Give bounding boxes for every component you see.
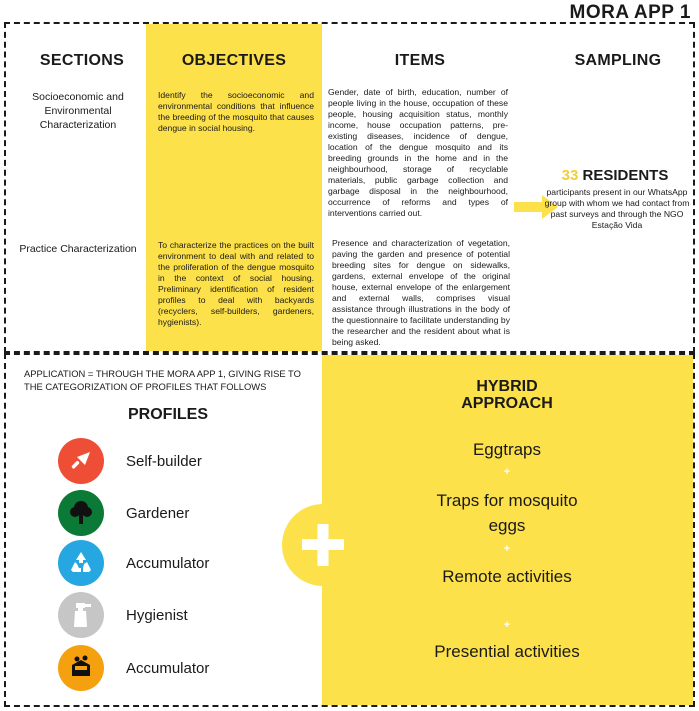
title: MORA APP 1 [569,2,691,23]
items-header: ITEMS [394,52,446,69]
profile-hygienist [58,592,188,638]
profile-self-builder [58,438,202,484]
plus-circle [282,504,364,586]
tree-icon [58,490,104,536]
residents-heading [540,167,690,184]
profile-gardener [58,490,190,536]
section-label-practice: Practice Characterization [19,243,137,255]
profile-label: Accumulator [126,659,210,677]
profiles-heading: PROFILES [128,406,209,423]
application-text: APPLICATION = THROUGH THE MORA APP 1, GIVING RISE TO THE CATEGORIZATION OF PROFILES THAT FOLLOWS [24,368,301,392]
recycle-icon [58,540,104,586]
hybrid-item-remote: Remote activities [442,567,572,586]
objective-text-socioeconomic: Identify the socioeconomic and environmental conditions that influence the breeding of the mosquito that causes dengue in social housing. [158,90,314,133]
trowel-icon [58,438,104,484]
hybrid-heading-line1: HYBRID [476,378,538,395]
profile-accumulator-recycle [58,540,210,586]
hybrid-separator: + [503,466,511,478]
sampling-header: SAMPLING [574,52,662,69]
items-text-practice: Presence and characterization of vegetation, paving the garden and presence of potential breeding sites for dengue on sidewalks, gardens, external envelope of the original house, external envelope of the enlargement and external walls, comprises visual assistance through illustrations in the body of the questionnaire to facilitate understanding by the researcher and the resident about what is being asked. [332,238,510,347]
hybrid-item-eggtraps: Eggtraps [472,440,542,459]
hybrid-heading-line2: APPROACH [461,395,553,412]
hybrid-separator: + [503,619,511,631]
hybrid-item-traps: Traps for mosquito eggs [436,491,578,535]
items-text-socioeconomic: Gender, date of birth, education, number of people living in the house, occupation of these people, housing acquisition status, monthly income, house occupation patterns, pre-existing diseases, incidence of dengue, location of the dengue mosquito and its breeding grounds in the home and in the neighbourhood, storage of recyclable materials, public garbage collection and garbage disposal in the neighbourhood, occurrence of reforms and types of interventions carried out. [328,87,508,218]
sections-header: SECTIONS [39,52,125,69]
plus-icon [282,504,364,586]
objective-text-practice: To characterize the practices on the built environment to deal with and related to the proliferation of the dengue mosquito in the context of social housing. Preliminary identification of resident profiles to deal with backyards (recyclers, self-builders, gardeners, hygienists). [158,240,314,327]
section-label-socioeconomic: Socioeconomic and Environmental Characterization [32,91,124,131]
hybrid-heading [432,378,582,412]
residents-label: RESIDENTS [582,167,669,184]
box-icon [58,645,104,691]
residents-description: participants present in our WhatsApp group with whom we had contact from past surveys and through the NGO Estação Vida [544,187,690,230]
hybrid-item-presential: Presential activities [434,642,580,661]
profile-label: Gardener [126,504,190,522]
profile-accumulator-box [58,645,210,691]
profile-label: Hygienist [126,606,188,624]
residents-count: 33 [561,167,579,184]
hybrid-separator: + [503,543,511,555]
profile-label: Self-builder [126,452,202,470]
spray-bottle-icon [58,592,104,638]
profile-label: Accumulator [126,554,210,572]
objectives-header: OBJECTIVES [181,52,287,69]
